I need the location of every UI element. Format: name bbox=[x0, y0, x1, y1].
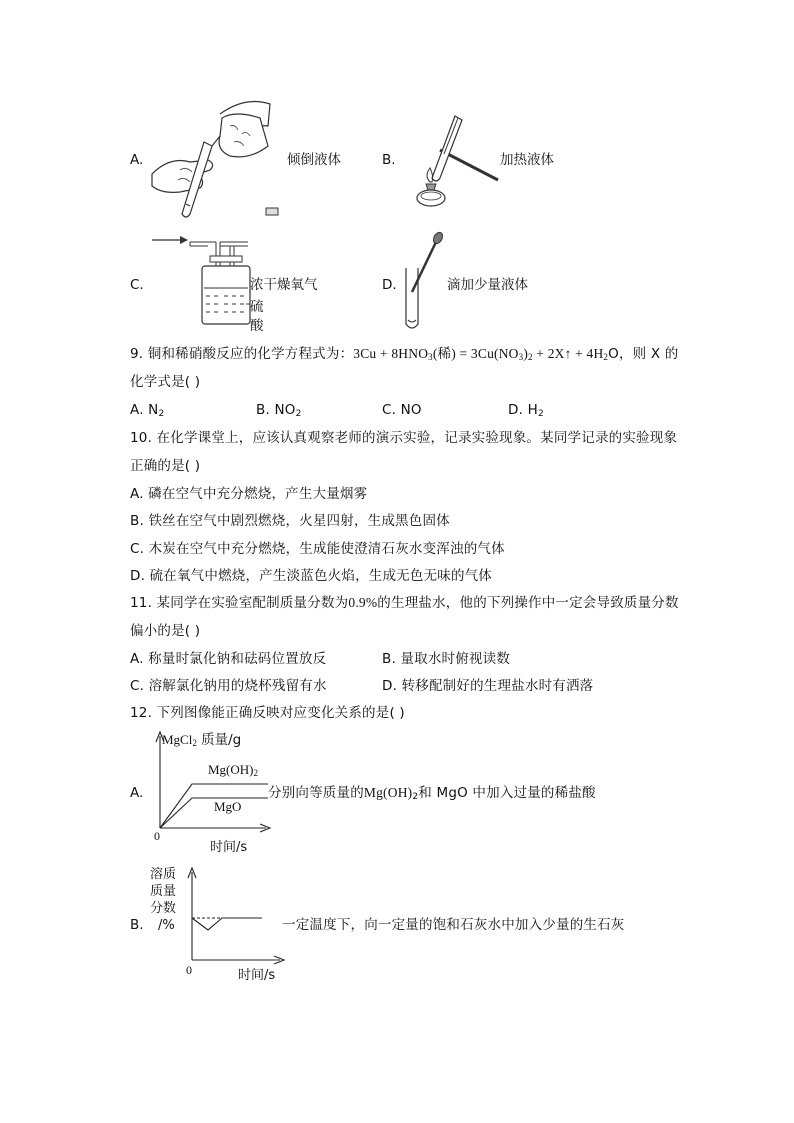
option-b[interactable] bbox=[256, 400, 302, 420]
ylabel-part: 质量/g bbox=[196, 732, 242, 748]
x-axis-label: 时间/s bbox=[238, 968, 276, 983]
option-b[interactable]: B. 铁丝在空气中剧烈燃烧，火星四射，生成黑色固体 bbox=[130, 513, 450, 529]
question-9-stem-line2: 化学式是( ) bbox=[130, 374, 201, 390]
percentage: 0.9% bbox=[348, 595, 378, 610]
stem-text: 9. 铜和稀硝酸反应的化学方程式为： bbox=[130, 346, 354, 362]
eq-subscript: 3 bbox=[428, 352, 433, 362]
question-10-stem-line2: 正确的是( ) bbox=[130, 458, 201, 474]
option-d[interactable]: D. 转移配制好的生理盐水时有洒落 bbox=[382, 678, 594, 694]
option-description bbox=[268, 783, 596, 803]
eq-subscript: 2 bbox=[603, 352, 609, 362]
eq-part: ) bbox=[523, 346, 529, 361]
eq-subscript: 2 bbox=[528, 352, 533, 362]
stem-text: O，则 X 的 bbox=[608, 346, 679, 362]
option-letter: B. bbox=[130, 917, 144, 933]
option-description: 一定温度下，向一定量的饱和石灰水中加入少量的生石灰 bbox=[282, 917, 625, 933]
origin-label: 0 bbox=[186, 963, 192, 977]
desc-part: Mg(OH) bbox=[363, 785, 413, 800]
option-text: D. H bbox=[508, 402, 538, 418]
option-c[interactable]: C. NO bbox=[382, 402, 422, 418]
option-b[interactable]: B. 量取水时俯视读数 bbox=[382, 651, 511, 667]
option-caption: 加热液体 bbox=[500, 152, 554, 168]
pouring-liquid-illustration bbox=[150, 96, 270, 221]
ylabel-line: 溶质 bbox=[150, 867, 177, 882]
origin-label: 0 bbox=[154, 829, 160, 843]
desc-subscript: 2 bbox=[412, 792, 419, 802]
option-letter: C. bbox=[130, 277, 144, 293]
question-9-stem bbox=[130, 344, 678, 364]
question-11-stem-line2: 偏小的是( ) bbox=[130, 623, 201, 639]
eq-part: 3Cu + 8HNO bbox=[353, 346, 429, 361]
x-axis-label: 时间/s bbox=[210, 840, 248, 855]
acid-label-2: 酸 bbox=[250, 318, 264, 334]
option-c[interactable]: C. 溶解氯化钠用的烧杯残留有水 bbox=[130, 678, 327, 694]
series-text: Mg(OH) bbox=[208, 762, 254, 777]
solute-fraction-graph bbox=[186, 860, 286, 970]
option-a[interactable] bbox=[130, 400, 164, 420]
option-d[interactable] bbox=[508, 400, 544, 420]
option-letter: B. bbox=[382, 152, 396, 168]
stem-text: 11. 某同学在实验室配制质量分数为 bbox=[130, 595, 349, 611]
series-label-mgo: MgO bbox=[214, 799, 242, 814]
option-letter: A. bbox=[130, 785, 144, 801]
ylabel-line: /% bbox=[158, 918, 175, 933]
option-c[interactable]: C. 木炭在空气中充分燃烧，生成能使澄清石灰水变浑浊的气体 bbox=[130, 541, 505, 557]
option-text: A. N bbox=[130, 402, 159, 418]
stem-text: 的生理盐水，他的下列操作中一定会导致质量分数 bbox=[377, 595, 679, 611]
option-caption: 浓干燥氧气 bbox=[250, 277, 318, 293]
option-d[interactable]: D. 硫在氧气中燃烧，产生淡蓝色火焰，生成无色无味的气体 bbox=[130, 568, 493, 584]
option-subscript: 2 bbox=[158, 409, 165, 419]
series-subscript: 2 bbox=[253, 768, 258, 778]
chemical-equation bbox=[353, 346, 608, 361]
option-a[interactable]: A. 称量时氯化钠和砝码位置放反 bbox=[130, 651, 327, 667]
desc-part: 分别向等质量的 bbox=[268, 785, 364, 801]
option-a[interactable]: A. 磷在空气中充分燃烧，产生大量烟雾 bbox=[130, 486, 368, 502]
y-axis-label bbox=[150, 866, 176, 934]
question-11-stem bbox=[130, 593, 679, 613]
option-letter: A. bbox=[130, 152, 144, 168]
ylabel-line: 分数 bbox=[150, 901, 177, 916]
option-subscript: 2 bbox=[295, 409, 302, 419]
desc-part: 和 MgO 中加入过量的稀盐酸 bbox=[418, 785, 596, 801]
option-letter: D. bbox=[382, 277, 397, 293]
eq-part: + 2X↑ + 4H bbox=[532, 346, 604, 361]
heating-liquid-illustration bbox=[400, 110, 500, 210]
question-12-stem: 12. 下列图像能正确反映对应变化关系的是( ) bbox=[130, 705, 405, 721]
option-subscript: 2 bbox=[537, 409, 544, 419]
eq-part: (稀) = 3Cu(NO bbox=[432, 346, 519, 361]
acid-label-1: 硫 bbox=[250, 299, 264, 315]
dropper-illustration bbox=[400, 232, 450, 332]
y-axis-label bbox=[162, 730, 241, 750]
ylabel-line: 质量 bbox=[150, 884, 177, 899]
option-text: B. NO bbox=[256, 402, 296, 418]
question-10-stem: 10. 在化学课堂上，应该认真观察老师的演示实验，记录实验现象。某同学记录的实验现象 bbox=[130, 430, 678, 446]
gas-drying-bottle-illustration bbox=[150, 232, 250, 332]
ylabel-subscript: 2 bbox=[192, 738, 197, 748]
option-caption: 滴加少量液体 bbox=[447, 277, 528, 293]
series-label-mg-oh2 bbox=[208, 760, 258, 780]
eq-subscript: 3 bbox=[518, 352, 524, 362]
option-caption: 倾倒液体 bbox=[287, 152, 341, 168]
ylabel-part: MgCl bbox=[162, 732, 193, 747]
